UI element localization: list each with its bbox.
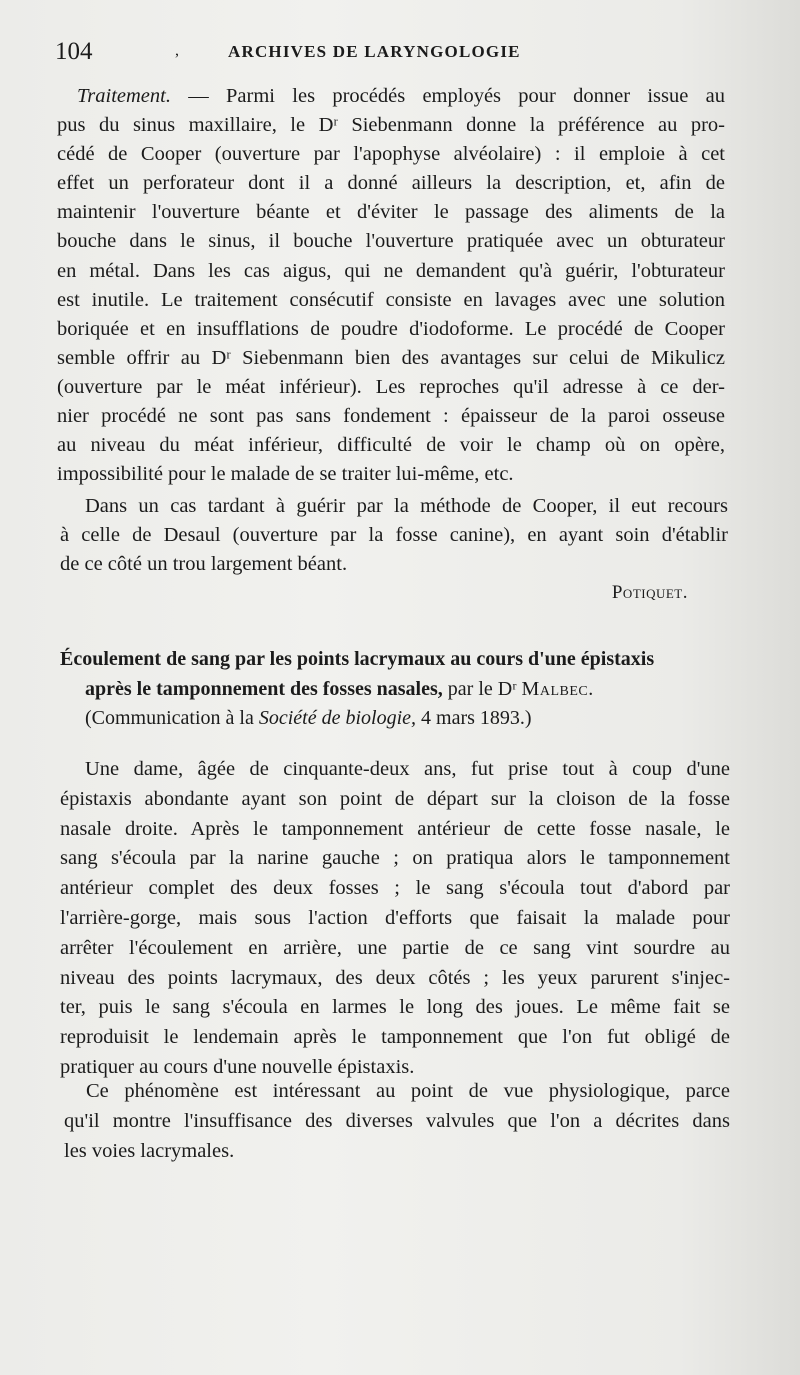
text-line: reproduisit le lendemain après le tamponnement que l'on fut obligé de xyxy=(60,1026,730,1049)
text-line: ter, puis le sang s'écoula en larmes le long des joues. Le même fait se xyxy=(60,996,730,1019)
text-line: effet un perforateur dont il a donné ailleurs la description, et, afin de xyxy=(57,172,725,195)
text-line: impossibilité pour le malade de se traiter lui-même, etc. xyxy=(57,463,514,486)
text-line: niveau des points lacrymaux, des deux côtés ; les yeux parurent s'injec- xyxy=(60,966,730,989)
communication-line: (Communication à la Société de biologie, 4 mars 1893.) xyxy=(85,707,532,729)
text-line: en métal. Dans les cas aigus, qui ne demandent qu'à guérir, l'obturateur xyxy=(57,259,725,282)
text-line: Traitement. — Parmi les procédés employés pour donner issue au xyxy=(77,85,725,107)
text-line: épistaxis abondante ayant son point de départ sur la cloison de la fosse xyxy=(60,787,730,810)
author-signature: Potiquet. xyxy=(611,582,688,603)
title-line-2: après le tamponnement des fosses nasales, par le Dʳ Malbec. xyxy=(85,677,594,700)
title-author: Malbec. xyxy=(521,677,594,700)
treatment-heading: Traitement. xyxy=(77,85,171,107)
case-paragraph xyxy=(60,755,730,1083)
page-header xyxy=(55,38,755,72)
text-line: est inutile. Le traitement consécutif consiste en lavages avec une solution xyxy=(57,288,725,311)
text-line: nasale droite. Après le tamponnement antérieur de cette fosse nasale, le xyxy=(60,817,730,840)
text-line: cédé de Cooper (ouverture par l'apophyse alvéolaire) : il emploie à cet xyxy=(57,143,725,166)
journal-name: Société de biologie, xyxy=(258,707,417,729)
text-line: maintenir l'ouverture béante et d'éviter le passage des aliments de la xyxy=(57,201,725,224)
text-line: bouche dans le sinus, il bouche l'ouverture pratiquée avec un obturateur xyxy=(57,230,725,253)
text-line: de ce côté un trou largement béant. xyxy=(60,553,348,576)
text-line: pratiquer au cours d'une nouvelle épistaxis. xyxy=(60,1055,415,1078)
text-line: qu'il montre l'insuffisance des diverses valvules que l'on a décrites dans xyxy=(64,1109,730,1132)
text-line: arrêter l'écoulement en arrière, une partie de ce sang vint sourdre au xyxy=(60,936,730,959)
text-line: (ouverture par le méat inférieur). Les reproches qu'il adresse à ce der- xyxy=(57,375,725,398)
text-line: boriquée et en insufflations de poudre d'iodoforme. Le procédé de Cooper xyxy=(57,317,725,340)
text-line: Ce phénomène est intéressant au point de vue physiologique, parce xyxy=(86,1080,730,1102)
text-line: les voies lacrymales. xyxy=(64,1139,235,1162)
text-line: Dans un cas tardant à guérir par la méthode de Cooper, il eut recours xyxy=(85,495,728,517)
running-title: ARCHIVES DE LARYNGOLOGIE xyxy=(228,42,521,61)
text-line: semble offrir au Dʳ Siebenmann bien des avantages sur celui de Mikulicz xyxy=(57,346,725,369)
conclusion-paragraph xyxy=(64,1077,730,1166)
text-line: sang s'écoula par la narine gauche ; on pratiqua alors le tamponnement xyxy=(60,847,730,870)
text-line: au niveau du méat inférieur, difficulté de voir le champ où on opère, xyxy=(57,434,725,457)
text-line: l'arrière-gorge, mais sous l'action d'efforts que faisait la malade pour xyxy=(60,906,730,929)
text-line: antérieur complet des deux fosses ; le sang s'écoula tout d'abord par xyxy=(60,877,730,900)
treatment-paragraph xyxy=(57,82,725,489)
header-mark: , xyxy=(175,42,179,59)
title-line-1: Écoulement de sang par les points lacrymaux au cours d'une épistaxis xyxy=(60,648,655,670)
text-line: Une dame, âgée de cinquante-deux ans, fut prise tout à coup d'une xyxy=(85,758,730,780)
text-line: pus du sinus maxillaire, le Dʳ Siebenmann donne la préférence au pro- xyxy=(57,114,725,137)
desaul-paragraph xyxy=(60,492,728,579)
text-line: à celle de Desaul (ouverture par la fosse canine), en ayant soin d'établir xyxy=(60,524,728,547)
text-line: nier procédé ne sont pas sans fondement : épaisseur de la paroi osseuse xyxy=(57,405,725,428)
article-title xyxy=(60,645,755,734)
page-number: 104 xyxy=(55,38,93,65)
